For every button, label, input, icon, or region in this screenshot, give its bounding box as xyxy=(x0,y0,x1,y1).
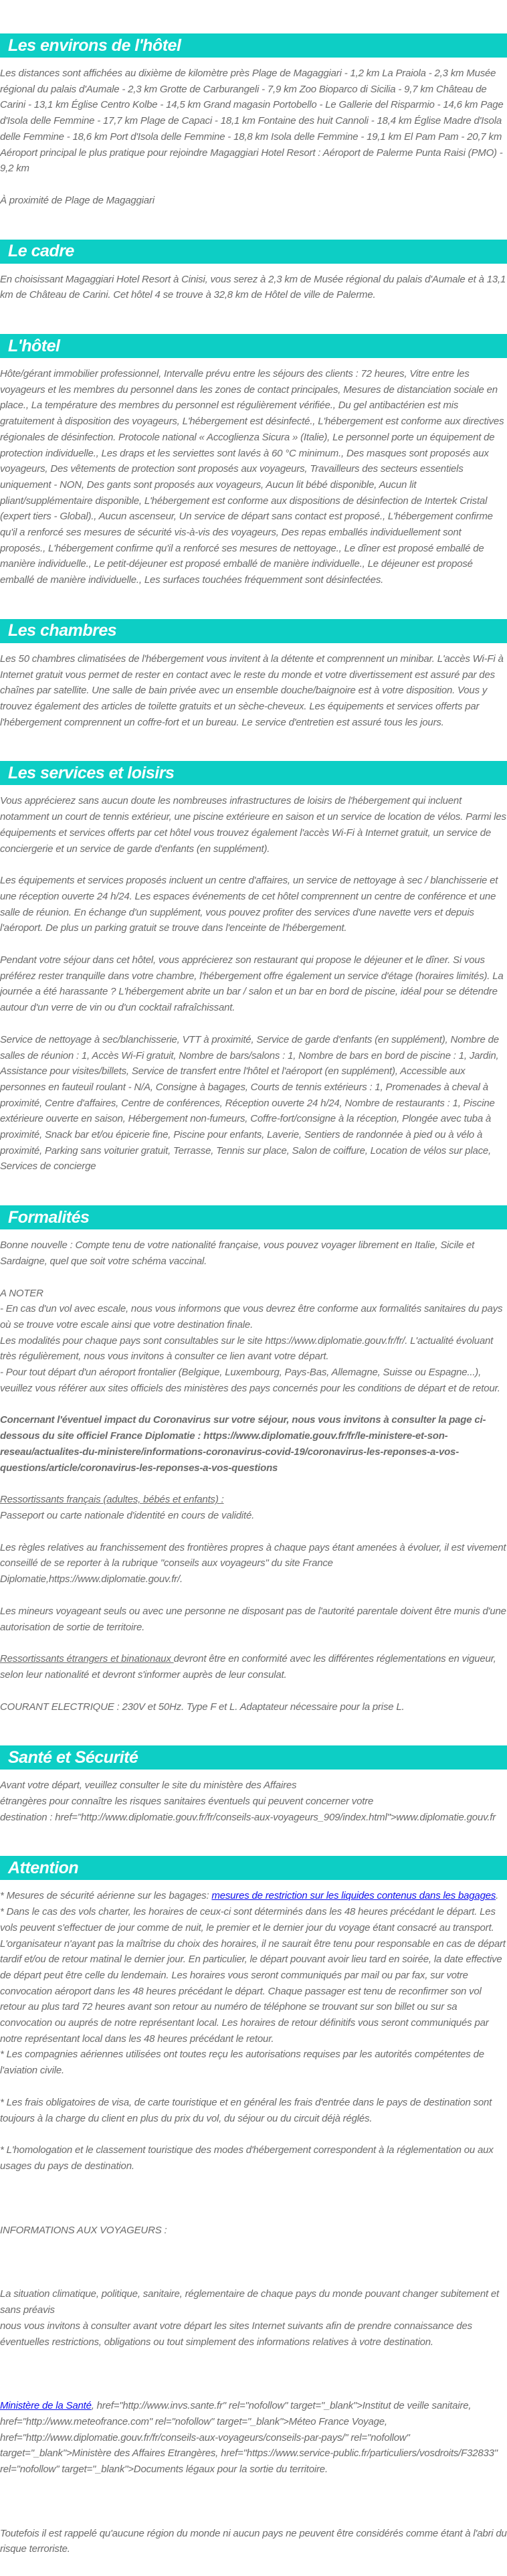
section-title-chambres: Les chambres xyxy=(8,621,117,640)
hotel-covid-measures-text: Hôte/gérant immobilier professionnel, Intervalle prévu entre les séjours des clients : 72 heures, Vitre entre les voyageurs et les membres du personnel dans les zones de contact principales, Mesures de distanciation sociale en place., La température des membres du personnel est régulièrement vérifiée., Du gel antibactérien est mis gratuitement à disposition des voyageurs, L'hébergement est désinfecté., L'hébergement est conforme aux directives régionales de désinfection. Protocole national « Accoglienza Sicura » (Italie), Le personnel porte un équipement de protection individuelle., Les draps et les serviettes sont lavés à 60 °C minimum., Des masques sont proposés aux voyageurs, Des vêtements de protection sont proposés aux voyageurs, Travailleurs des secteurs essentiels uniquement - NON, Des gants sont proposés aux voyageurs, Aucun lit bébé disponible, Aucun lit pliant/supplémentaire disponible, L'hébergement est conforme aux dispositions de désinfection de Intertek Cristal (expert tiers - Global)., Aucun ascenseur, Un service de départ sans contact est proposé., L'hébergement confirme qu'il a renforcé ses mesures de sécurité vis-à-vis des voyageurs, Des repas emballés individuellement sont proposés., L'hébergement confirme qu'il a renforcé ses mesures de nettoyage., Le dîner est proposé emballé de manière individuelle., Le petit-déjeuner est proposé emballé de manière individuelle., Le déjeuner est proposé emballé de manière individuelle., Les surfaces touchées fréquemment sont désinfectées. xyxy=(0,368,504,586)
services-amenities-list: Service de nettoyage à sec/blanchisserie, VTT à proximité, Service de garde d'enfants (en supplément), Nombre de salles de réunion : 1, Accès Wi-Fi gratuit, Nombre de bars/salons : 1, Nombre de bars en bord de piscine : 1, Jardin, Assistance pour visites/billets, Service de transfert entre l'hôtel et l'aéroport (en supplément), Accessible aux personnes en fauteuil roulant - N/A, Consigne à bagages, Courts de tennis extérieurs : 1, Promenades à cheval à proximité, Centre d'affaires, Centre de conférences, Réception ouverte 24 h/24, Nombre de restaurants : 1, Piscine extérieure ouverte en saison, Hébergement non-fumeurs, Coffre-fort/consigne à la réception, Plongée avec tuba à proximité, Snack bar et/ou épicerie fine, Piscine pour enfants, Laverie, Sentiers de randonnée à pied ou à vélo à proximité, Parking sans voiturier gratuit, Terrasse, Tennis sur place, Salon de coiffure, Location de vélos sur place, Services de concierge xyxy=(0,1033,499,1173)
terrorism-disclaimer-text: Toutefois il est rappelé qu'aucune région du monde ni aucun pays ne peuvent être considérés comme étant à l'abri du risque terroriste. xyxy=(0,2527,507,2555)
travellers-info-consult-text: nous vous invitons à consulter avant votre départ les sites Internet suivants afin de prendre connaissance des éventuelles restrictions, obligations ou tout simplement des informations relatives à votre destination. xyxy=(0,2320,472,2348)
formalites-covid-notice: Concernant l'éventuel impact du Coronavirus sur votre séjour, nous vous invitons à consulter la page ci-dessous du site officiel France Diplomatie : https://www.diplomatie.gouv.fr/fr/le-ministere-et-son-reseau/actualites-du-ministere/informations-coronavirus-covid-19/coronavirus-les-reponses-a-vos-questions/article/coronavirus-les-reponses-a-vos-questions xyxy=(0,1414,486,1474)
section-title-attention: Attention xyxy=(8,1858,79,1877)
baggage-restrictions-link[interactable]: mesures de restriction sur les liquides contenus dans les bagages xyxy=(211,1890,496,1902)
attention-baggage-pre: * Mesures de sécurité aérienne sur les bagages: xyxy=(0,1890,212,1902)
section-header-sante xyxy=(0,1745,507,1770)
section-header-services xyxy=(0,761,507,785)
formalites-regles-text: Les règles relatives au franchissement des frontières propres à chaque pays étant amenées à évoluer, il est vivement conseillé de se reporter à la rubrique "conseils aux voyageurs" du site France Diplomatie,https://www.diplomatie.gouv.fr/. xyxy=(0,1541,506,1585)
section-header-environs xyxy=(0,33,507,58)
formalites-ressortissants-fr-text: Passeport ou carte nationale d'identité en cours de validité. xyxy=(0,1510,255,1521)
formalites-etrangers-underlined: Ressortissants étrangers et binationaux xyxy=(0,1653,174,1665)
formalites-ressortissants-fr-title: Ressortissants français (adultes, bébés et enfants) : xyxy=(0,1494,224,1506)
services-facilities-text: Les équipements et services proposés incluent un centre d'affaires, un service de nettoyage à sec / blanchisserie et une réception ouverte 24 h/24. Les espaces événements de cet hôtel comprennent un centre de conférence et une salle de réunion. En échange d'un supplément, vous pouvez profiter des services d'une navette vers et depuis l'aéroport. De plus un parking gratuit se trouve dans l'enceinte de l'hébergement. xyxy=(0,875,498,934)
environs-distances-text: Les distances sont affichées au dixième de kilomètre près Plage de Magaggiari - 1,2 km La Praiola - 2,3 km Musée régional du palais d'Aumale - 2,3 km Grotte de Carburangeli - 7,9 km Zoo Bioparco di Sicilia - 9,7 km Château de Carini - 13,1 km Église Centro Kolbe - 14,5 km Grand magasin Portobello - Le Gallerie del Risparmio - 14,6 km Page d'Isola delle Femmine - 17,7 km Plage de Capaci - 18,1 km Fontaine des huit Cannoli - 18,4 km Église Madre d'Isola delle Femmine - 18,6 km Port d'Isola delle Femmine - 18,8 km Isola delle Femmine - 19,1 km El Pam Pam - 20,7 km Aéroport principal le plus pratique pour rejoindre Magaggiari Hotel Resort : Aéroport de Palerme Punta Raisi (PMO) - 9,2 km xyxy=(0,68,504,175)
formalites-courant-text: COURANT ELECTRIQUE : 230V et 50Hz. Type F et L. Adaptateur nécessaire pour la prise L. xyxy=(0,1701,405,1713)
section-title-hotel: L'hôtel xyxy=(8,336,60,355)
attention-visa-fees-text: * Les frais obligatoires de visa, de carte touristique et en général les frais d'entrée dans le pays de destination sont toujours à la charge du client en plus du prix du vol, du séjour ou du circuit déjà réglés. xyxy=(0,2096,492,2124)
formalites-etrangers-rest: devront être en conformité avec les différentes réglementations en vigueur, selon leur nationalité et devront s'informer auprès de leur consulat. xyxy=(0,1653,496,1681)
ministere-sante-link[interactable]: Ministère de la Santé xyxy=(0,2400,92,2412)
travellers-info-links-rest: , href="http://www.invs.sante.fr" rel="nofollow" target="_blank">Institut de veille sanitaire, href="http://www.meteofrance.com" rel="nofollow" target="_blank">Méteo France Voyage, href="http://www.diplomatie.gouv.fr/fr/conseils-aux-voyageurs/conseils-par-pays/" rel="nofollow" target="_blank">Ministère des Affaires Etrangères, href="https://www.service-public.fr/particuliers/vosdroits/F32833" rel="nofollow" target="_blank">Documents légaux pour la sortie du territoire. xyxy=(0,2400,498,2476)
attention-airlines-text: * Les compagnies aériennes utilisées ont toutes reçu les autorisations requises par les autorités compétentes de l'aviation civile. xyxy=(0,2049,484,2077)
section-title-formalites: Formalités xyxy=(8,1207,90,1227)
services-leisure-text: Vous apprécierez sans aucun doute les nombreuses infrastructures de loisirs de l'hébergement qui incluent notamment un court de tennis extérieur, une piscine extérieure en saison et un service de location de vélos. Parmi les équipements et services offerts par cet hôtel vous trouvez également l'accès Wi-Fi à Internet gratuit, un service de conciergerie et un service de garde d'enfants (en supplément). xyxy=(0,795,506,855)
section-title-services: Les services et loisirs xyxy=(8,763,175,782)
section-header-cadre xyxy=(0,240,507,264)
travellers-info-links-text xyxy=(0,2398,507,2478)
travellers-info-title: INFORMATIONS AUX VOYAGEURS : xyxy=(0,2224,167,2236)
formalites-etrangers-text xyxy=(0,1651,507,1683)
formalites-note-title: A NOTER xyxy=(0,1287,43,1299)
section-header-attention xyxy=(0,1856,507,1880)
attention-homologation-text: * L'homologation et le classement touristique des modes d'hébergement correspondent à la réglementation ou aux usages du pays de destination. xyxy=(0,2144,494,2172)
attention-charter-text: * Dans le cas des vols charter, les horaires de ceux-ci sont déterminés dans les 48 heures précédant le départ. Les vols peuvent s'effectuer de jour comme de nuit, le premier et le dernier jour du voyage étant consacré au transport. L'organisateur n'ayant pas la maîtrise du choix des horaires, il ne saurait être tenu pour responsable en cas de départ tardif et/ou de retour matinal le dernier jour. En particulier, le départ pouvant avoir lieu tard en soirée, la date effective de départ peut être celle du lendemain. Les horaires vous seront communiqués par mail ou par fax, sur votre convocation aéroport dans les 48 heures précédant le départ. Chaque passager est tenu de reconfirmer son vol retour au plus tard 72 heures avant son retour au numéro de téléphone se trouvant sur son billet ou sur sa convocation ou auprés de notre représentant local. Les horaires de retour définitifs vous seront communiqués par notre représentant local dans les 48 heures précédant le retour. xyxy=(0,1906,506,2045)
sante-line1: Avant votre départ, veuillez consulter le site du ministère des Affaires xyxy=(0,1780,297,1792)
section-header-chambres xyxy=(0,619,507,643)
environs-proximity-note: À proximité de Plage de Magaggiari xyxy=(0,194,155,206)
section-header-formalites xyxy=(0,1205,507,1229)
section-title-cadre: Le cadre xyxy=(8,242,74,261)
services-dining-text: Pendant votre séjour dans cet hôtel, vous apprécierez son restaurant qui propose le déjeuner et le dîner. Si vous préférez rester tranquille dans votre chambre, l'hébergement offre également un service d'étage (horaires limités). La journée a été harassante ? L'hébergement abrite un bar / salon et un bar en bord de piscine, idéal pour se détendre autour d'un verre de vin ou d'un cocktail rafraîchissant. xyxy=(0,954,504,1014)
attention-baggage-post: . xyxy=(496,1890,499,1902)
formalites-mineurs-text: Les mineurs voyageant seuls ou avec une personne ne disposant pas de l'autorité parentale doivent être munis d'une autorisation de sortie de territoire. xyxy=(0,1605,506,1633)
section-title-sante: Santé et Sécurité xyxy=(8,1747,138,1767)
attention-baggage-text xyxy=(0,1888,507,1904)
section-title-environs: Les environs de l'hôtel xyxy=(8,35,181,55)
formalites-good-news-text: Bonne nouvelle : Compte tenu de votre nationalité française, vous pouvez voyager librement en Italie, Sicile et Sardaigne, quel que soit votre schéma vaccinal. xyxy=(0,1239,475,1267)
sante-line3: destination : href="http://www.diplomatie.gouv.fr/fr/conseils-aux-voyageurs_909/index.html">www.diplomatie.gouv.fr xyxy=(0,1811,496,1823)
travellers-info-situation-text: La situation climatique, politique, sanitaire, réglementaire de chaque pays du monde pouvant changer subitement et sans préavis xyxy=(0,2288,500,2316)
formalites-note-escale: - En cas d'un vol avec escale, nous vous informons que vous devrez être conforme aux formalités sanitaires du pays où se trouve votre escale ainsi que votre destination finale. xyxy=(0,1303,503,1330)
cadre-text: En choisissant Magaggiari Hotel Resort à Cinisi, vous serez à 2,3 km de Musée régional du palais d'Aumale et à 13,1 km de Château de Carini. Cet hôtel 4 se trouve à 32,8 km de Hôtel de ville de Palerme. xyxy=(0,273,506,301)
chambres-text: Les 50 chambres climatisées de l'hébergement vous invitent à la détente et comprennent un minibar. L'accès Wi-Fi à Internet gratuit vous permet de rester en contact avec le reste du monde et votre divertissement est assuré par des chaînes par satellite. Une salle de bain privée avec un ensemble douche/baignoire est à votre disposition. Vous y trouvez également des articles de toilette gratuits et un sèche-cheveux. Les équipements et services offerts par l'hébergement comprennent un coffre-fort et un bureau. Le service d'entretien est assuré tous les jours. xyxy=(0,653,504,728)
section-header-hotel xyxy=(0,334,507,358)
sante-line2: étrangères pour connaître les risques sanitaires éventuels qui peuvent concerner votre xyxy=(0,1796,374,1808)
formalites-note-modalites: Les modalités pour chaque pays sont consultables sur le site https://www.diplomatie.gouv.fr/fr/. L'actualité évoluant très régulièrement, nous vous invitons à consulter ce lien avant votre départ. xyxy=(0,1335,494,1363)
formalites-note-frontalier: - Pour tout départ d'un aéroport frontalier (Belgique, Luxembourg, Pays-Bas, Allemagne, Suisse ou Espagne...), veuillez vous référer aux sites officiels des ministères des pays concernés pour les conditions de départ et de retour. xyxy=(0,1367,500,1394)
